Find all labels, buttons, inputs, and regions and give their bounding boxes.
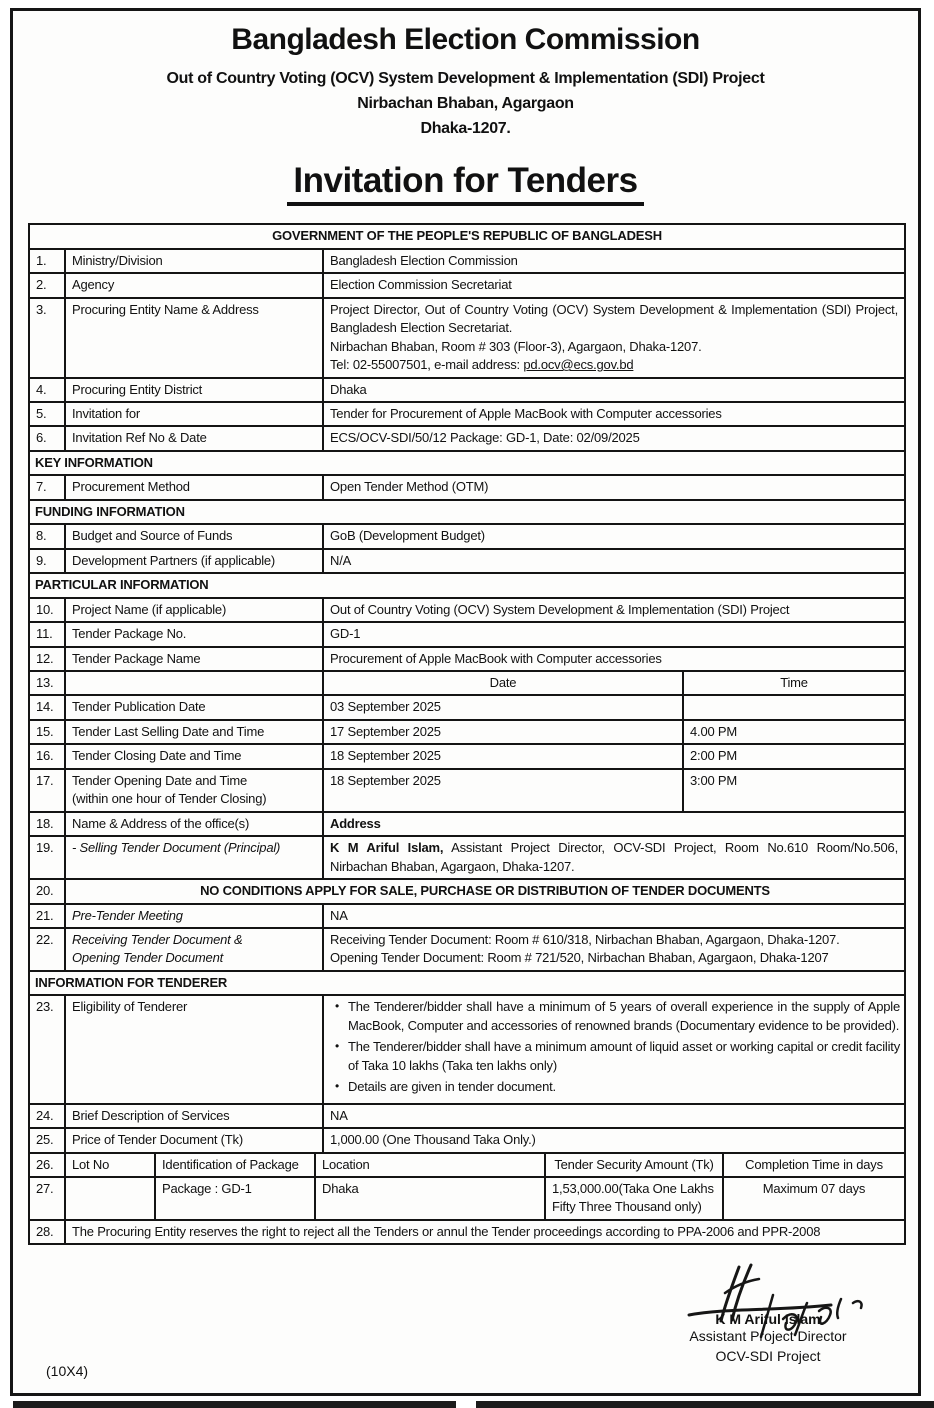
date-value: 18 September 2025 (324, 770, 684, 811)
eligibility-bullet: • The Tenderer/bidder shall have a minimum amount of liquid asset or working capital or credit facility of Taka 10 lakhs (Taka ten lakhs only) (326, 1038, 900, 1075)
row-number: 13. (30, 672, 66, 694)
row-ministry (30, 250, 904, 274)
row-label: Eligibility of Tenderer (66, 996, 324, 1102)
row-number: 23. (30, 996, 66, 1102)
email-address: pd.ocv@ecs.gov.bd (523, 357, 634, 373)
row-number: 12. (30, 648, 66, 670)
row-number: 3. (30, 299, 66, 377)
row-opening (30, 770, 904, 813)
row-date-time-header (30, 672, 904, 696)
tender-table (28, 223, 906, 1245)
section-particular-information (30, 574, 904, 598)
row-value: NO CONDITIONS APPLY FOR SALE, PURCHASE OR DISTRIBUTION OF TENDER DOCUMENTS (200, 883, 770, 899)
row-budget-source (30, 525, 904, 549)
table-title-row (30, 225, 904, 249)
section-key-information (30, 452, 904, 476)
time-value: 3:00 PM (690, 772, 738, 788)
security-amount-value: 1,53,000.00(Taka One Lakhs Fifty Three Thousand only) (546, 1178, 724, 1219)
row-procuring-entity (30, 299, 904, 379)
row-no-conditions (30, 880, 904, 904)
row-invitation-ref (30, 427, 904, 451)
row-value: Dhaka (330, 381, 367, 397)
row-number: 17. (30, 770, 66, 811)
time-value (684, 696, 904, 718)
row-lot-header (30, 1154, 904, 1178)
row-number: 5. (30, 403, 66, 425)
row-agency (30, 274, 904, 298)
row-procurement-method (30, 476, 904, 500)
row-number: 9. (30, 550, 66, 572)
row-number: 24. (30, 1105, 66, 1127)
section-funding-information (30, 501, 904, 525)
date-value: 03 September 2025 (324, 696, 684, 718)
row-value: GoB (Development Budget) (330, 528, 485, 544)
row-value: ECS/OCV-SDI/50/12 Package: GD-1, Date: 02/09/2025 (330, 430, 640, 446)
row-number: 19. (30, 837, 66, 878)
tel-label: Tel: 02-55007501, e-mail address: (330, 357, 524, 373)
row-label: Tender Last Selling Date and Time (66, 721, 324, 743)
row-value: N/A (330, 552, 352, 568)
row-label-line2: Opening Tender Document (72, 950, 224, 966)
row-lot-detail (30, 1178, 904, 1221)
signature-block (638, 1311, 898, 1366)
row-number: 16. (30, 745, 66, 767)
row-number: 21. (30, 905, 66, 927)
completion-time-value: Maximum 07 days (762, 1180, 866, 1196)
row-number: 20. (30, 880, 66, 902)
bullet-icon: • (334, 999, 339, 1014)
row-value (324, 837, 904, 878)
date-column-header: Date (324, 672, 684, 694)
row-label: Procurement Method (66, 476, 324, 498)
entity-contact-line (330, 356, 898, 374)
city-line: Dhaka-1207. (420, 119, 511, 137)
row-number: 28. (30, 1221, 66, 1243)
lot-no-value (66, 1178, 156, 1219)
row-number: 4. (30, 379, 66, 401)
bullet-icon: • (334, 1039, 339, 1054)
section-header: PARTICULAR INFORMATION (35, 577, 209, 593)
row-value: Procurement of Apple MacBook with Computer accessories (330, 650, 662, 666)
row-label-note: (within one hour of Tender Closing) (72, 791, 267, 807)
print-size-note: (10X4) (46, 1363, 89, 1379)
document-header (13, 11, 918, 141)
row-document-price (30, 1129, 904, 1153)
row-number: 7. (30, 476, 66, 498)
row-label: - Selling Tender Document (Principal) (66, 837, 324, 878)
next-ad-box-edge-right (476, 1401, 934, 1408)
row-office-address (30, 813, 904, 837)
row-label: Tender Package Name (66, 648, 324, 670)
time-column-header: Time (780, 675, 808, 690)
entity-address-line: Nirbachan Bhaban, Room # 303 (Floor-3), Agargaon, Dhaka-1207. (330, 338, 702, 354)
address-line: Nirbachan Bhaban, Agargaon (357, 94, 574, 112)
organization-name: Bangladesh Election Commission (231, 23, 700, 56)
row-label: Tender Closing Date and Time (66, 745, 324, 767)
row-eligibility (30, 996, 904, 1104)
completion-time-header: Completion Time in days (745, 1156, 883, 1172)
row-number: 10. (30, 599, 66, 621)
opening-line: Opening Tender Document: Room # 721/520, Nirbachan Bhaban, Agargaon, Dhaka-1207 (330, 950, 829, 966)
row-number: 18. (30, 813, 66, 835)
row-label: Ministry/Division (66, 250, 324, 272)
seller-details: Assistant Project Director, OCV-SDI Project, Room No.610 Room/No.506, Nirbachan Bhaban, Agargaon, Dhaka-1207. (330, 840, 898, 874)
date-value: 18 September 2025 (324, 745, 684, 767)
row-value: 1,000.00 (One Thousand Taka Only.) (330, 1132, 536, 1148)
row-label: Agency (66, 274, 324, 296)
security-amount-header: Tender Security Amount (Tk) (546, 1154, 724, 1176)
row-label: Pre-Tender Meeting (66, 905, 324, 927)
section-information-for-tenderer (30, 972, 904, 996)
row-value: Tender for Procurement of Apple MacBook with Computer accessories (330, 406, 722, 422)
row-label: Procuring Entity Name & Address (66, 299, 324, 377)
row-label: Invitation for (66, 403, 324, 425)
row-value: Address (330, 815, 381, 831)
row-value: The Procuring Entity reserves the right to reject all the Tenders or annul the Tender proceedings according to PPA-2006 and PPR-2008 (72, 1223, 821, 1239)
row-development-partners (30, 550, 904, 574)
row-value: Open Tender Method (OTM) (330, 479, 489, 495)
section-header: FUNDING INFORMATION (35, 503, 185, 519)
row-label: Tender Package No. (66, 623, 324, 645)
row-label: Development Partners (if applicable) (66, 550, 324, 572)
bullet-icon: • (334, 1079, 339, 1094)
row-label: Project Name (if applicable) (66, 599, 324, 621)
row-label: Brief Description of Services (66, 1105, 324, 1127)
row-number: 26. (30, 1154, 66, 1176)
location-header: Location (316, 1154, 546, 1176)
row-label: Name & Address of the office(s) (66, 813, 324, 835)
row-number: 6. (30, 427, 66, 449)
row-selling-tender-document (30, 837, 904, 880)
table-title: GOVERNMENT OF THE PEOPLE'S REPUBLIC OF BANGLADESH (272, 228, 662, 244)
row-package-no (30, 623, 904, 647)
row-number: 27. (30, 1178, 66, 1219)
row-label: Receiving Tender Document & (72, 931, 243, 947)
section-header: KEY INFORMATION (35, 454, 153, 470)
row-label: Budget and Source of Funds (66, 525, 324, 547)
row-value: Election Commission Secretariat (330, 277, 512, 293)
row-package-name (30, 648, 904, 672)
row-label: Invitation Ref No & Date (66, 427, 324, 449)
signatory-title: Assistant Project Director (689, 1328, 847, 1344)
document-page (10, 8, 921, 1396)
row-district (30, 379, 904, 403)
entity-address-paragraph: Project Director, Out of Country Voting (OCV) System Development & Implementation (SDI) Project, Bangladesh Election Secretariat. (330, 301, 898, 336)
row-value: Bangladesh Election Commission (330, 252, 518, 268)
row-project-name (30, 599, 904, 623)
title-wrap (13, 161, 918, 206)
row-publication-date (30, 696, 904, 720)
seller-name: K M Ariful Islam, (330, 840, 444, 856)
row-rejection-clause (30, 1221, 904, 1243)
identification-header: Identification of Package (156, 1154, 316, 1176)
row-number: 1. (30, 250, 66, 272)
row-closing (30, 745, 904, 769)
row-label: Price of Tender Document (Tk) (66, 1129, 324, 1151)
date-value: 17 September 2025 (324, 721, 684, 743)
row-brief-description (30, 1105, 904, 1129)
receiving-line: Receiving Tender Document: Room # 610/318, Nirbachan Bhaban, Agargaon, Dhaka-1207. (330, 931, 840, 947)
signatory-org: OCV-SDI Project (715, 1347, 821, 1364)
time-value: 2:00 PM (690, 748, 738, 764)
row-value: Out of Country Voting (OCV) System Development & Implementation (SDI) Project (330, 601, 790, 617)
row-number: 14. (30, 696, 66, 718)
row-label: Tender Opening Date and Time (72, 772, 248, 788)
next-ad-box-edge-left (13, 1401, 456, 1408)
row-number: 11. (30, 623, 66, 645)
row-label: Tender Publication Date (66, 696, 324, 718)
location-value: Dhaka (316, 1178, 546, 1219)
time-value: 4.00 PM (690, 723, 738, 739)
section-header: INFORMATION FOR TENDERER (35, 974, 228, 990)
signatory-name: K M Ariful Islam (715, 1311, 821, 1327)
eligibility-bullet: • Details are given in tender document. (326, 1078, 900, 1096)
eligibility-bullet: • The Tenderer/bidder shall have a minimum of 5 years of overall experience in the supply of Apple MacBook, Computer and accessories of renowned brands (Documentary evidence to be provided). (326, 998, 900, 1035)
project-line: Out of Country Voting (OCV) System Development & Implementation (SDI) Project (166, 70, 765, 87)
row-label: Procuring Entity District (66, 379, 324, 401)
row-number: 22. (30, 929, 66, 970)
identification-value: Package : GD-1 (156, 1178, 316, 1219)
row-receiving-opening (30, 929, 904, 972)
lot-no-header: Lot No (66, 1154, 156, 1176)
row-number: 25. (30, 1129, 66, 1151)
row-value: GD-1 (330, 626, 361, 642)
row-label (66, 672, 324, 694)
row-pre-tender-meeting (30, 905, 904, 929)
row-value: NA (330, 907, 348, 923)
row-value: NA (330, 1107, 348, 1123)
row-number: 8. (30, 525, 66, 547)
row-number: 15. (30, 721, 66, 743)
page-title: Invitation for Tenders (287, 161, 643, 206)
row-invitation-for (30, 403, 904, 427)
row-number: 2. (30, 274, 66, 296)
row-last-selling (30, 721, 904, 745)
